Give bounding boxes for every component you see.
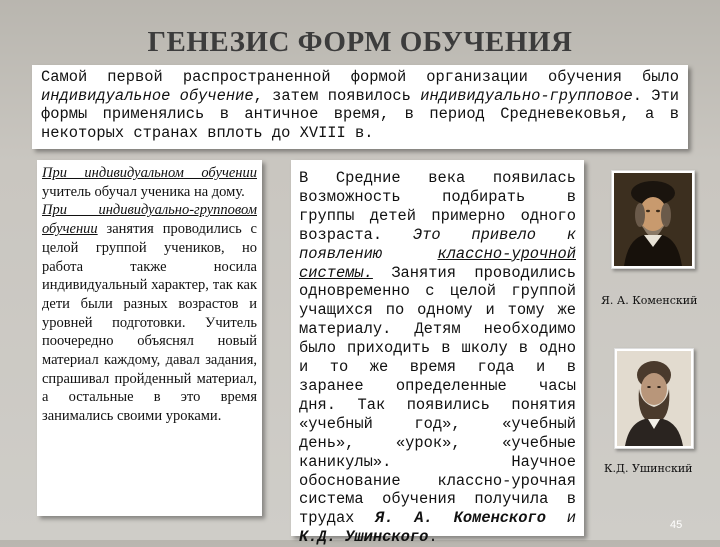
individual-learning-box <box>37 160 262 516</box>
body-text: Занятия проводились одновременно с целой группой учащихся по одному и тому же материалу. Детям необходимо было приходить в школу в одно и то же время года и в заранее определенные часы дня. Так появились понятия «учебный год», «учебный день», «урок», «учебные каникулы». Научное обоснование классно-урочная система обучения получила в трудах <box>299 263 576 528</box>
emphasis-text: и <box>546 509 576 528</box>
body-text: занятия проводились с целой группой учеников, но работа также носила индивидуальный характер, так как дети были разных возрастов и уровней подготовки. Учитель поочередно объяснял новый материал каждому, давал задания, спрашивал пройденный материал, а остальные в это время занимались своими уроками. <box>42 221 257 425</box>
intro-text-box <box>32 65 688 149</box>
term-individual-learning: При индивидуальном обучении <box>42 165 257 181</box>
comenius-portrait-image <box>614 173 692 266</box>
class-lesson-system-box <box>291 160 584 547</box>
intro-term-individual: индивидуальное обучение <box>41 86 254 105</box>
comenius-portrait <box>611 170 695 269</box>
ushinsky-portrait-image <box>617 351 691 446</box>
author-comenius: Я. А. Коменского <box>375 509 546 528</box>
intro-text: Самой первой распространенной формой организации обучения было <box>41 68 679 86</box>
intro-text: . Эти формы применялись в античное время, в период Средневековья, а в некоторых странах вплоть до XVIII в. <box>41 86 680 143</box>
comenius-caption: Я. А. Коменский <box>601 294 698 307</box>
page-number: 45 <box>670 519 683 531</box>
intro-term-group: индивидуально-групповое <box>420 86 633 105</box>
intro-text: , затем появилось <box>253 86 421 105</box>
ushinsky-portrait <box>614 348 694 449</box>
page-title: ГЕНЕЗИС ФОРМ ОБУЧЕНИЯ <box>147 26 573 58</box>
body-text: В Средние века появилась возможность подбирать в группы детей примерно одного возраста. <box>299 169 576 244</box>
term-class-lesson-system: классно-урочной системы. <box>299 244 576 282</box>
term-group-learning: При индивидуально-групповом обучении <box>42 202 257 238</box>
author-ushinsky: К.Д. Ушинского <box>299 528 429 547</box>
body-text: . <box>428 528 438 547</box>
emphasis-text: Это привело к появлению <box>299 225 576 263</box>
ushinsky-caption: К.Д. Ушинский <box>604 462 693 475</box>
body-text: учитель обучал ученика на дому. <box>42 183 245 200</box>
